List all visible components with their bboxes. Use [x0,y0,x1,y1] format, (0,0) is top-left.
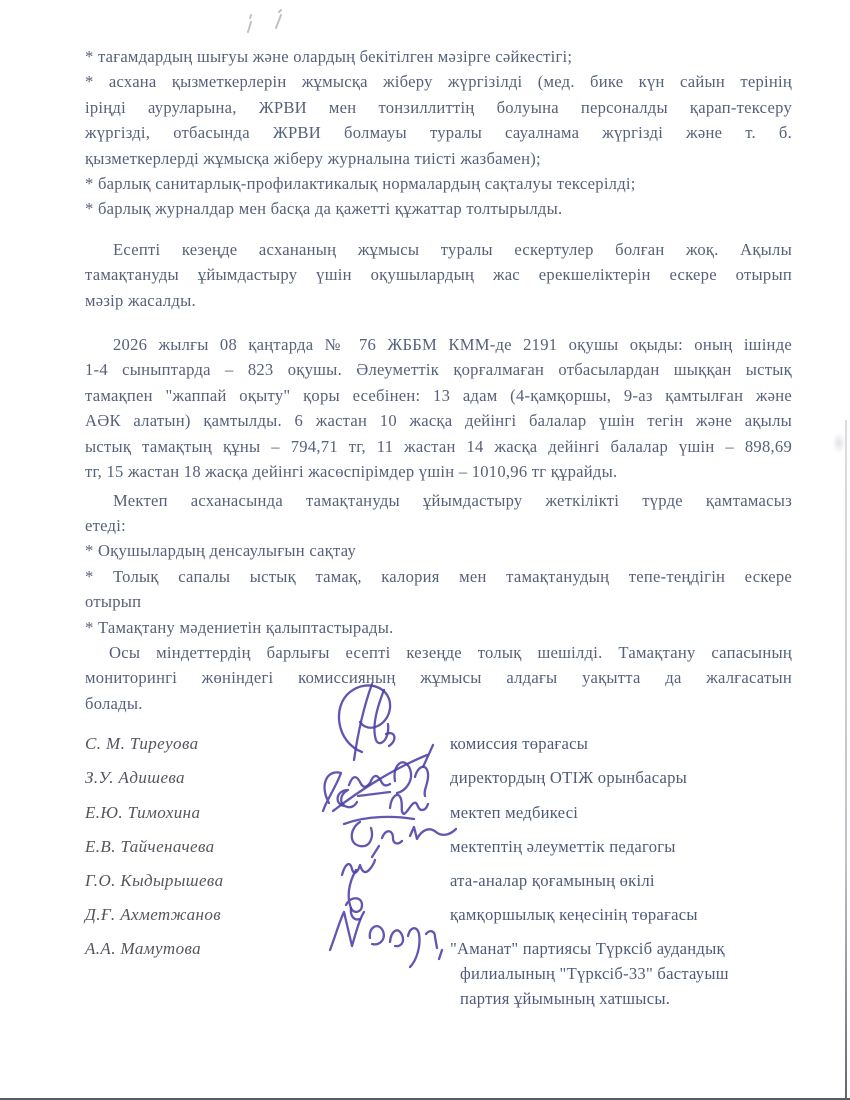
paragraph [85,538,792,563]
signatory-name: Г.О. Кыдырышева [85,870,224,890]
signatory-role [450,868,792,893]
paragraph [85,488,792,539]
paragraph [85,332,792,484]
text-line: * асхана қызметкерлерін жұмысқа жіберу жүргізілді (мед. бике күн сайын терінің [85,72,792,92]
signatory-role [450,731,792,756]
paragraph [85,564,792,615]
text-line: Осы міндеттердің барлығы есепті кезеңде толық шешілді. Тамақтану сапасының [109,642,792,662]
paragraph [85,44,792,69]
signatory-name: З.У. Адишева [85,768,185,788]
text-line: Мектеп асханасында тамақтануды ұйымдастыру жеткілікті түрде қамтамасыз [113,490,792,510]
signatory-name: Е.В. Тайченачева [85,836,215,856]
role-line: қамқоршылық кеңесінің төрағасы [450,905,698,925]
role-line: "Аманат" партиясы Түрксіб аудандық [450,939,725,959]
faint-pen-marks-icon [238,8,294,38]
signature-row [85,868,792,902]
signature-section [85,731,792,1011]
text-line: Есепті кезеңде асхананың жұмысы туралы ескертулер болған жоқ. Ақылы [113,239,792,259]
document-content [85,44,792,1011]
text-line: мониторингі жөніндегі комиссияның жұмысы алдағы уақытта да жалғасатын [85,668,792,688]
paragraph [85,69,792,171]
text-line: тамақтануды ұйымдастыру үшін оқушылардың жас ерекшеліктерін ескере отырып [85,265,792,285]
role-line: филиалының "Түрксіб-33" бастауыш [460,964,729,984]
text-line: мәзір жасалды. [85,290,196,310]
signatory-role [450,834,792,859]
role-line: комиссия төрағасы [450,734,589,754]
signatory-name: Е.Ю. Тимохина [85,802,201,822]
signature-row [85,902,792,936]
paper-edge-line [845,420,847,1100]
text-line: * барлық журналдар мен басқа да қажетті құжаттар толтырылды. [85,199,563,219]
document-body [85,44,792,716]
signatory-name: А.А. Мамутова [85,939,202,959]
paragraph [85,615,792,640]
text-line: 2026 жылғы 08 қаңтарда № 76 ЖББМ КММ-де 2191 оқушы оқыды: оның ішінде [113,335,792,355]
text-line: * тағамдардың шығуы және олардың бекітілген мәзірге сәйкестігі; [85,47,573,66]
signatory-name: Д.Ғ. Ахметжанов [85,905,222,925]
text-line: отырып [85,592,142,612]
signature-row [85,731,792,765]
paragraph [85,640,792,716]
paragraph [85,196,792,221]
scan-smudge [832,432,846,454]
text-line: * барлық санитарлық-профилактикалық нормалардың сақталуы тексерілді; [85,174,636,194]
text-line: ыстық тамақтың құны – 794,71 тг, 11 жастан 14 жасқа дейінгі балалар үшін – 898,69 [85,436,792,456]
role-line: мектептің әлеуметтік педагогы [450,836,676,856]
signatory-role [450,902,792,927]
role-line: директордың ОТІЖ орынбасары [450,768,688,788]
signatory-role [450,800,792,825]
text-line: * Толық сапалы ыстық тамақ, калория мен тамақтанудың тепе-теңдігін ескере [85,566,792,586]
text-line: етеді: [85,515,126,535]
signature-row [85,765,792,799]
signature-row [85,936,792,1011]
text-line: жүргізді, отбасында ЖРВИ болмауы туралы сауалнама жүргізді және т. б. [85,123,792,143]
signatory-role [450,765,792,790]
signature-row [85,834,792,868]
paragraph [85,171,792,196]
role-line: мектеп медбикесі [450,802,579,822]
text-line: болады. [85,693,143,713]
text-line: * Оқушылардың денсаулығын сақтау [85,541,357,561]
text-line: АӘК алатын) қамтылды. 6 жастан 10 жасқа дейінгі балалар үшін тегін және ақылы [85,411,792,431]
text-line: 1-4 сыныптарда – 823 оқушы. Әлеуметтік қорғалмаған отбасылардан шыққан ыстық [85,360,792,380]
role-line: партия ұйымының хатшысы. [460,989,671,1009]
signatory-name: С. М. Тиреуова [85,734,199,754]
text-line: * Тамақтану мәдениетін қалыптастырады. [85,617,394,637]
signature-row [85,800,792,834]
text-line: тамақпен "жаппай оқыту" қоры есебінен: 13 адам (4-қамқоршы, 9-аз қамтылған және [85,385,792,405]
text-line: іріңді ауруларына, ЖРВИ мен тонзиллиттің болуына персоналды қарап-тексеру [85,97,792,117]
text-line: тг, 15 жастан 18 жасқа дейінгі жасөспірімдер үшін – 1010,96 тг құрайды. [85,462,618,482]
role-line: ата-аналар қоғамының өкілі [450,870,655,890]
paragraph [85,237,792,313]
signatory-role [450,936,792,1011]
text-line: қызметкерлерді жұмысқа жіберу журналына тиісті жазбамен); [85,148,541,168]
